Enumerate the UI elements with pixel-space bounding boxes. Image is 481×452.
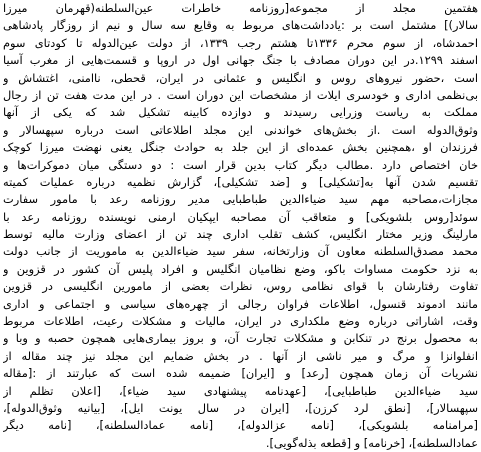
text-line-6: بی‌نظمی اداری و خودسری ایلات از مشخصات این دوران است . در این مدت هفت تن از رجال — [3, 87, 478, 102]
paragraph-text — [3, 0, 478, 452]
text-line-4: اسفند ۱۲۹۹.در این دوران مصادف با جنگ جهانی اول در اروپا و قسمت‌هایی از مغرب آسیا — [3, 53, 478, 68]
text-line-15: محمد مصدق‌السلطنه معاون آن وزارتخانه، سفر سید ضیاءالدین به ماموریت از جانب دولت — [3, 244, 478, 259]
text-line-25: [مرامنامه بلشویکی]، [نامه عزالدوله]، [نامه عمادالسلطنه]، [نامه دیگر — [3, 418, 478, 433]
text-line-19: وقت، اشاراتی درباره وضع ملکداری در ایران، مالیات و مشکلات رعیت، اطلاعات مربوط — [3, 314, 478, 329]
text-line-12: مجازات،مصاحبه مهم سید ضیاءالدین طباطبایی مدیر روزنامه رعد با مامور سفارت — [3, 192, 478, 207]
text-line-13: سوئد[روس بلشویکی] و متعاقب آن مصاحبه ایپکیان ارمنی نویسنده روزنامه رعد با — [3, 209, 478, 224]
text-line-9: فرزندان او ،همچنین بخش عمده‌ای از این جلد به حوادث جنگل یعنی نهضت میرزا کوچک — [3, 140, 478, 155]
text-line-10: خان اختصاص دارد .مطالب دیگر کتاب بدین قرار است : دو دستگی میان دموکرات‌ها و — [3, 157, 478, 172]
text-line-18: مانند ادموند قنسول، اطلاعات فراوان رجالی از چهره‌های سیاسی و اجتماعی و اداری — [3, 296, 478, 311]
text-line-14: مارلینگ وزیر مختار انگلیس، کشف تقلب اداری چند تن از اعضای وزارت مالیه توسط — [3, 227, 478, 242]
text-line-16: به نزد حکومت مساوات باکو، وضع نظامیان انگلیس و افراد پلیس آن کشور در قزوین و — [3, 261, 478, 276]
text-line-24: سپهسالار]، [نطق لرد کرزن]، [ایران در سال یونت ایل]، [بیانیه وثوق‌الدوله]، — [3, 400, 478, 415]
text-line-8: وثوق‌الدوله است .از بخش‌های خواندنی این مجلد اطلاعاتی است درباره سپهسالار و — [3, 122, 478, 137]
text-line-11: تقسیم شدن آنها به[تشکیلی] و [ضد تشکیلی]، گزارش نظمیه درباره عملیات کمیته — [3, 174, 478, 189]
text-line-1: هفتمین مجلد از مجموعه[روزنامه خاطرات عین‌السلطنه(قهرمان میرزا — [3, 1, 478, 15]
text-line-21: انفلوانزا و مرگ و میر ناشی از آنها . در بخش ضمایم این مجلد نیز چند مقاله از — [3, 348, 478, 363]
text-line-3: احمدشاه، از سوم محرم ۱۳۳۶تا هشتم رجب ۱۳۳۹، از دولت عین‌الدوله تا کودتای سوم — [3, 35, 478, 50]
text-line-20: به محصول برنج در تنکابن و مشکلات تجارت آن، و بروز بیماری‌هایی همچون حصبه و وبا و — [3, 331, 478, 346]
text-line-23: سید ضیاءالدین طباطبایی]، [عهدنامه پیشنهادی سید ضیاء]، [اعلان تظلم از — [3, 383, 478, 398]
text-line-26: عمادالسلطنه]، [خرنامه] و [قطعه بذله‌گویی]. — [265, 435, 478, 450]
text-line-22: نشریات آن زمان همچون [رعد] و [ایران] ضمیمه شده است که عبارتند از :[مقاله — [3, 366, 478, 381]
text-line-17: تفاوت رفتارشان با قوای نظامی روس، نظرات بعضی از مامورین انگلیسی در قزوین — [3, 279, 478, 294]
text-line-7: مملکت به ریاست وزرایی رسیدند و دوازده کابینه تشکیل شد که یکی از آنها — [3, 105, 478, 120]
text-line-2: سالار)] مشتمل است بر :یادداشت‌های مربوط به وقایع سه سال و نیم از روزگار پادشاهی — [3, 18, 478, 33]
text-line-5: است ،حضور نیروهای روس و انگلیس و عثمانی در ایران، قحطی، ناامنی، اغتشاش و — [3, 70, 478, 85]
